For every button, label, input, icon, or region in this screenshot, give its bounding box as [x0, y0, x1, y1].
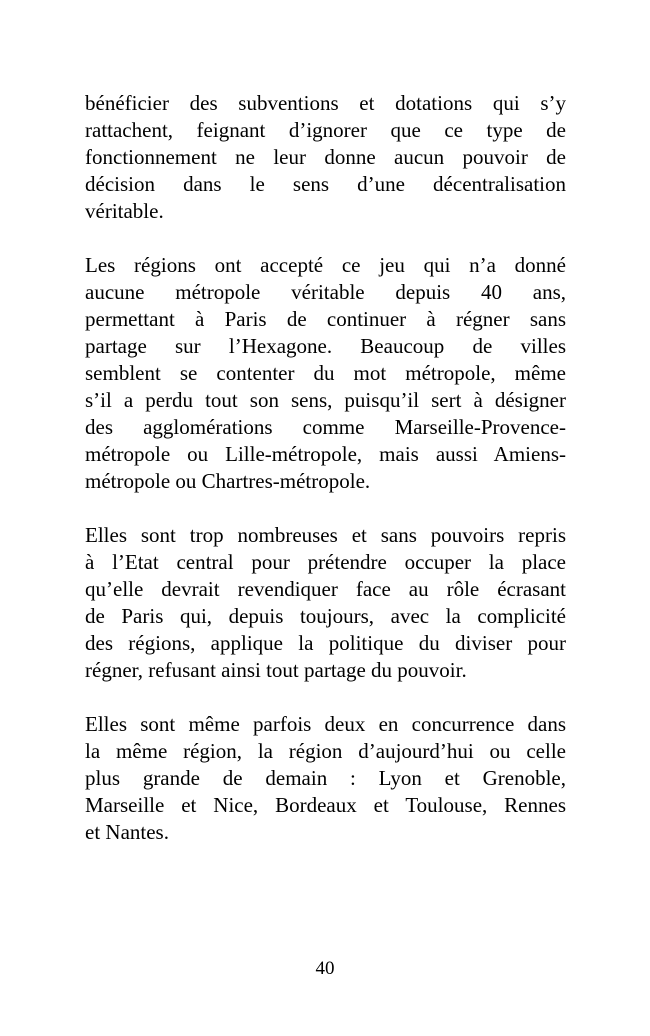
text-line: qu’elle devrait revendiquer face au rôle écrasant [85, 577, 566, 601]
text-line: rattachent, feignant d’ignorer que ce type de [85, 118, 566, 142]
text-line: semblent se contenter du mot métropole, même [85, 361, 566, 385]
text-line: Marseille et Nice, Bordeaux et Toulouse, Rennes [85, 793, 566, 817]
text-line: métropole ou Lille-métropole, mais aussi Amiens- [85, 442, 566, 466]
paragraph [85, 252, 566, 495]
body-text [85, 90, 566, 873]
text-line: la même région, la région d’aujourd’hui ou celle [85, 739, 566, 763]
text-line: des agglomérations comme Marseille-Provence- [85, 415, 566, 439]
text-line: Les régions ont accepté ce jeu qui n’a donné [85, 253, 566, 277]
text-line: bénéficier des subventions et dotations qui s’y [85, 91, 566, 115]
text-line: fonctionnement ne leur donne aucun pouvoir de [85, 145, 566, 169]
text-line: et Nantes. [85, 820, 169, 844]
text-line: Elles sont même parfois deux en concurrence dans [85, 712, 566, 736]
text-line: régner, refusant ainsi tout partage du pouvoir. [85, 658, 467, 682]
text-line: partage sur l’Hexagone. Beaucoup de villes [85, 334, 566, 358]
page-number: 40 [315, 958, 335, 979]
paragraph [85, 711, 566, 846]
text-line: décision dans le sens d’une décentralisation [85, 172, 566, 196]
text-line: de Paris qui, depuis toujours, avec la complicité [85, 604, 566, 628]
text-line: métropole ou Chartres-métropole. [85, 469, 371, 493]
text-line: plus grande de demain : Lyon et Grenoble, [85, 766, 566, 790]
text-line: véritable. [85, 199, 164, 223]
text-line: Elles sont trop nombreuses et sans pouvoirs repris [85, 523, 566, 547]
text-line: à l’Etat central pour prétendre occuper la place [85, 550, 566, 574]
text-line: aucune métropole véritable depuis 40 ans, [85, 280, 566, 304]
paragraph [85, 90, 566, 225]
text-line: des régions, applique la politique du diviser pour [85, 631, 566, 655]
text-line: permettant à Paris de continuer à régner sans [85, 307, 566, 331]
paragraph [85, 522, 566, 684]
text-line: s’il a perdu tout son sens, puisqu’il sert à désigner [85, 388, 566, 412]
